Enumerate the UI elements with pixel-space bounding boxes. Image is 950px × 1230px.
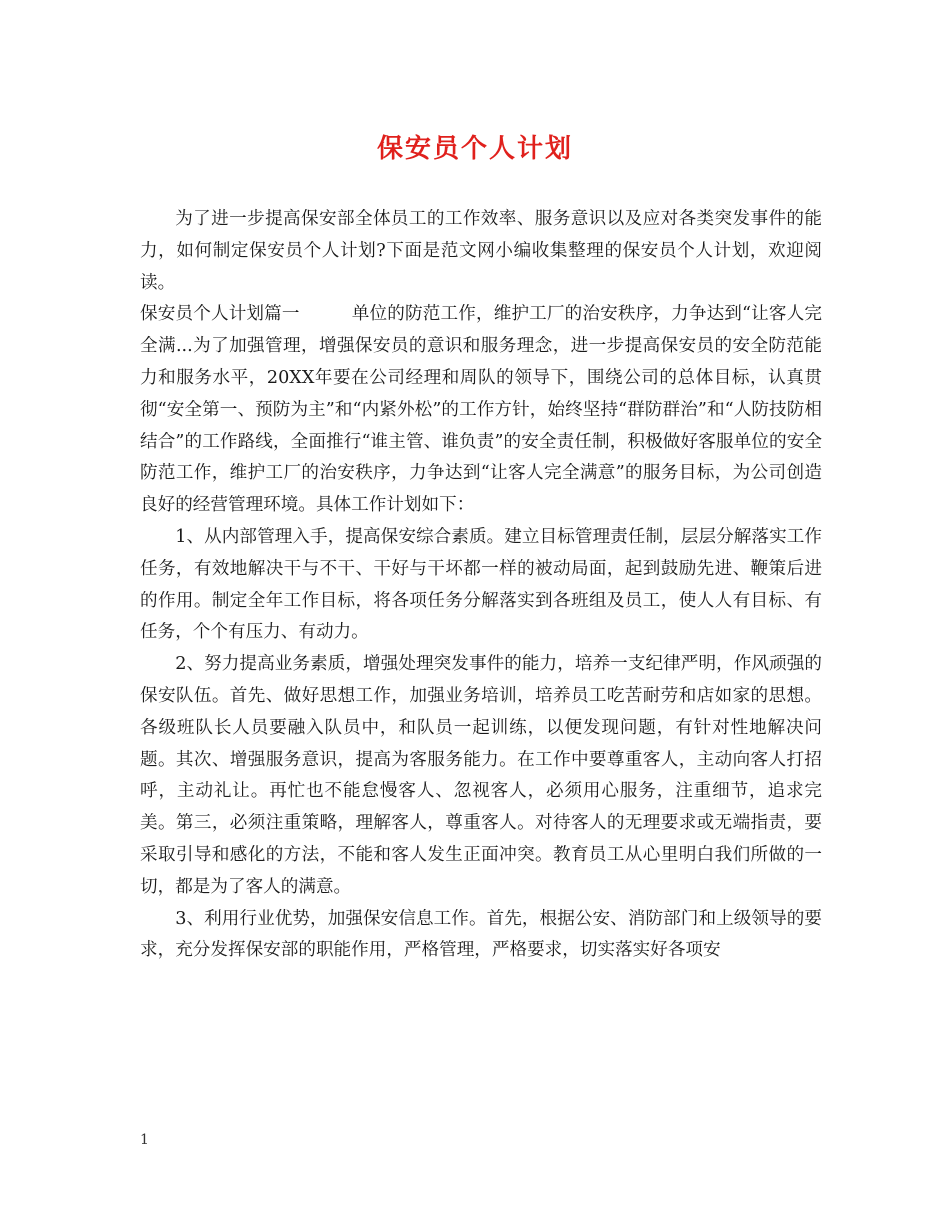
page-number: 1 <box>140 1132 149 1148</box>
section-paragraph <box>140 299 822 522</box>
document-title: 保安员个人计划 <box>376 134 573 164</box>
paragraph-2: 2、努力提高业务素质，增强处理突发事件的能力，培养一支纪律严明，作风顽强的保安队伍。首先、做好思想工作，加强业务培训，培养员工吃苦耐劳和店如家的思想。各级班队长人员要融入队员中，和队员一起训练，以便发现问题，有针对性地解决问题。其次、增强服务意识，提高为客服务能力。在工作中要尊重客人，主动向客人打招呼，主动礼让。再忙也不能怠慢客人、忽视客人，必须用心服务，注重细节，追求完美。第三，必须注重策略，理解客人，尊重客人。对待客人的无理要求或无端指责，要采取引导和感化的方法，不能和客人发生正面冲突。教育员工从心里明白我们所做的一切，都是为了客人的满意。 <box>140 654 822 897</box>
paragraph-1: 1、从内部管理入手，提高保安综合素质。建立目标管理责任制，层层分解落实工作任务，有效地解决干与不干、干好与干坏都一样的被动局面，起到鼓励先进、鞭策后进的作用。制定全年工作目标，将各项任务分解落实到各班组及员工，使人人有目标、有任务，个个有压力、有动力。 <box>140 526 822 643</box>
document-body <box>140 204 822 967</box>
section-lead: 单位的防范工作，维护工厂的治安秩序，力争达到“让客人完全满...为了加强管理，增强保安员的意识和服务理念，进一步提高保安员的安全防范能力和服务水平，20XX年要在公司经理和周队的领导下，围绕公司的总体目标，认真贯彻“安全第一、预防为主”和“内紧外松”的工作方针，始终坚持“群防群治”和“人防技防相结合”的工作路线，全面推行“谁主管、谁负责”的安全责任制，积极做好客服单位的安全防范工作，维护工厂的治安秩序，力争达到“让客人完全满意”的服务目标，为公司创造良好的经营管理环境。具体工作计划如下： <box>140 304 822 516</box>
paragraph-3: 3、利用行业优势，加强保安信息工作。首先，根据公安、消防部门和上级领导的要求，充分发挥保安部的职能作用，严格管理，严格要求，切实落实好各项安 <box>140 908 822 961</box>
intro-paragraph: 为了进一步提高保安部全体员工的工作效率、服务意识以及应对各类突发事件的能力，如何制定保安员个人计划?下面是范文网小编收集整理的保安员个人计划，欢迎阅读。 <box>140 209 822 293</box>
section-heading: 保安员个人计划篇一 <box>140 304 300 325</box>
